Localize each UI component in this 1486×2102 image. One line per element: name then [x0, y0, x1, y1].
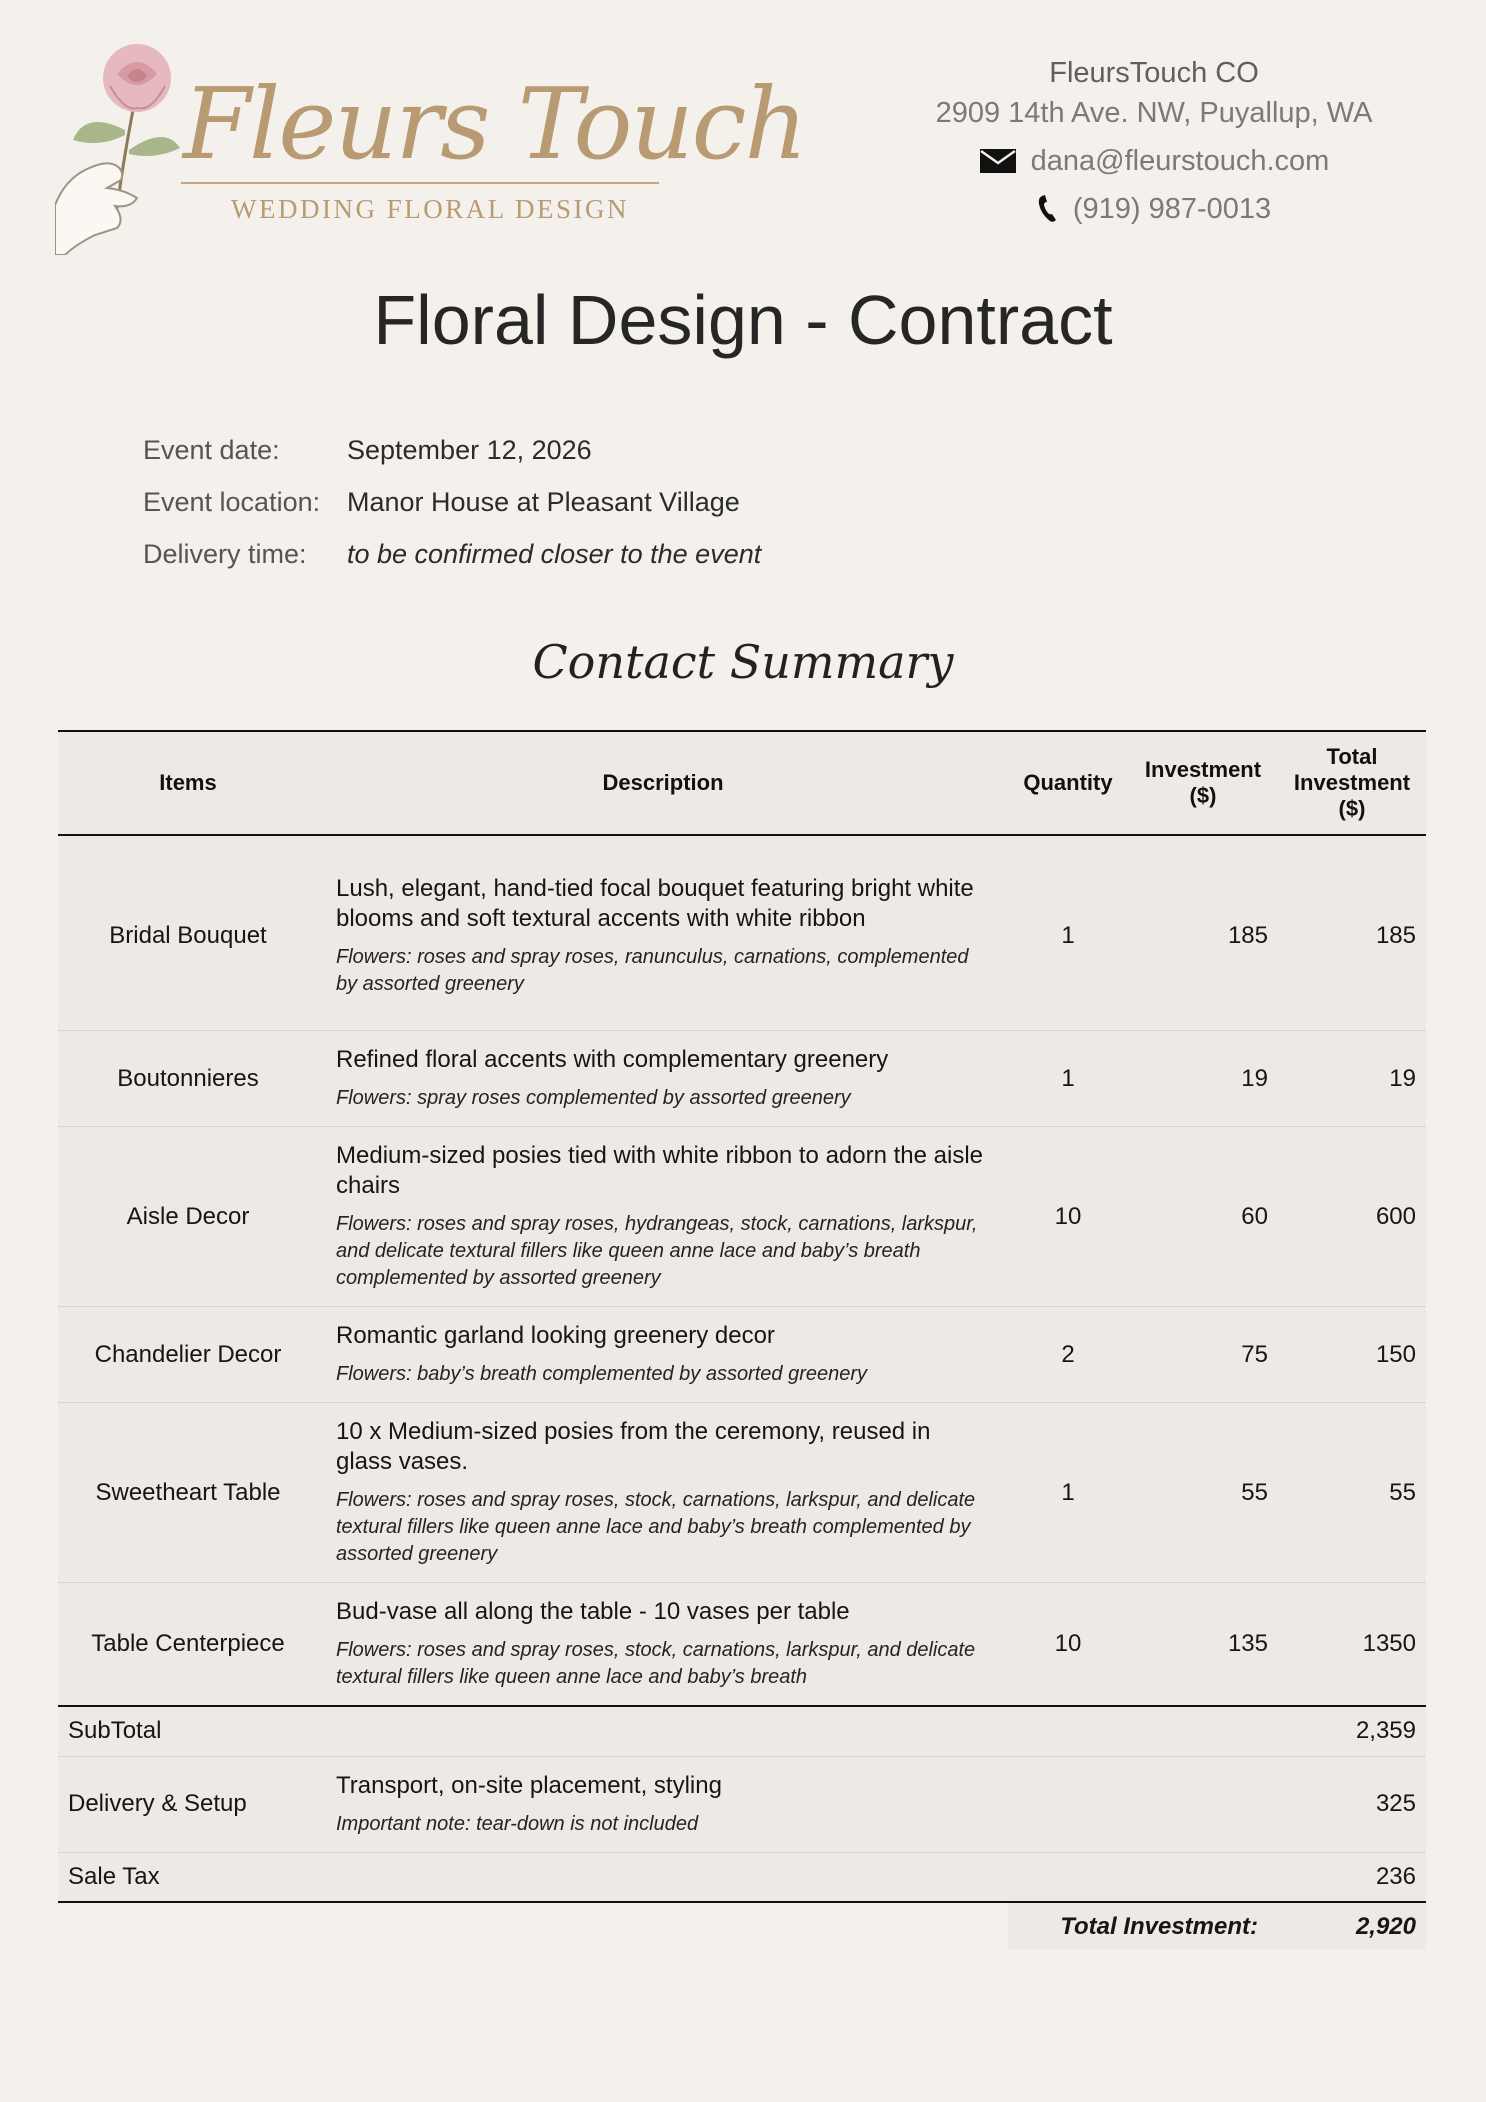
flowers-text: Flowers: roses and spray roses, stock, carnations, larkspur, and delicate textural fillers like queen anne lace and baby’s breath complemented by assorted greenery — [336, 1489, 976, 1565]
company-phone[interactable]: (919) 987-0013 — [1072, 193, 1272, 225]
table-header-row — [58, 731, 1426, 835]
flowers-text: Flowers: roses and spray roses, ranunculus, carnations, complemented by assorted greenery — [336, 946, 969, 995]
description-text: 10 x Medium-sized posies from the ceremony, reused in glass vases. — [336, 1418, 931, 1475]
event-location-value: Manor House at Pleasant Village — [347, 486, 740, 517]
item-description — [318, 1031, 1008, 1127]
tax-empty — [318, 1852, 1008, 1902]
flowers-text: Flowers: baby’s breath complemented by assorted greenery — [336, 1363, 868, 1385]
header-total: Total Investment ($) — [1278, 731, 1426, 835]
delivery-note: Important note: tear-down is not included — [336, 1812, 699, 1835]
event-date-row — [143, 424, 761, 476]
event-date-label: Event date: — [143, 434, 280, 465]
company-name: FleursTouch CO — [1049, 57, 1259, 89]
item-total: 185 — [1278, 835, 1426, 1031]
subtotal-row — [58, 1706, 1426, 1756]
item-investment: 75 — [1128, 1307, 1278, 1403]
item-name: Bridal Bouquet — [58, 835, 318, 1031]
delivery-time-value: to be confirmed closer to the event — [347, 538, 762, 569]
delivery-time-row — [143, 528, 761, 580]
item-total: 1350 — [1278, 1583, 1426, 1707]
contract-table — [58, 730, 1426, 1950]
event-info — [143, 424, 761, 580]
tax-empty — [1128, 1852, 1278, 1902]
header-items: Items — [58, 731, 318, 835]
tax-label: Sale Tax — [58, 1852, 318, 1902]
event-location-label: Event location: — [143, 486, 321, 517]
tax-row — [58, 1852, 1426, 1902]
table-row — [58, 1127, 1426, 1307]
grand-total-row — [58, 1902, 1426, 1950]
delivery-time-label: Delivery time: — [143, 538, 307, 569]
email-line — [894, 143, 1414, 179]
item-investment: 60 — [1128, 1127, 1278, 1307]
logo-wordmark: Fleurs Touch — [183, 68, 806, 182]
description-text: Medium-sized posies tied with white ribbon to adorn the aisle chairs — [336, 1142, 984, 1199]
table-row — [58, 1583, 1426, 1707]
subtotal-empty — [1008, 1706, 1128, 1756]
company-info — [894, 55, 1414, 227]
grand-total-value: 2,920 — [1278, 1902, 1426, 1950]
flowers-text: Flowers: roses and spray roses, hydrangeas, stock, carnations, larkspur, and delicate textural fillers like queen anne lace and baby’s breath complemented by assorted greenery — [336, 1213, 978, 1289]
grand-total-empty — [58, 1902, 318, 1950]
delivery-value: 325 — [1278, 1756, 1426, 1852]
item-name: Table Centerpiece — [58, 1583, 318, 1707]
item-quantity: 2 — [1008, 1307, 1128, 1403]
item-investment: 185 — [1128, 835, 1278, 1031]
event-date-value: September 12, 2026 — [347, 434, 592, 465]
table-row — [58, 1031, 1426, 1127]
item-total: 600 — [1278, 1127, 1426, 1307]
delivery-label: Delivery & Setup — [58, 1756, 318, 1852]
header-quantity: Quantity — [1008, 731, 1128, 835]
item-name: Sweetheart Table — [58, 1403, 318, 1583]
description-text: Romantic garland looking greenery decor — [336, 1322, 775, 1349]
item-quantity: 10 — [1008, 1127, 1128, 1307]
item-investment: 19 — [1128, 1031, 1278, 1127]
item-quantity: 1 — [1008, 835, 1128, 1031]
item-investment: 135 — [1128, 1583, 1278, 1707]
item-description — [318, 1307, 1008, 1403]
delivery-description — [318, 1756, 1008, 1852]
item-quantity: 10 — [1008, 1583, 1128, 1707]
item-description — [318, 1583, 1008, 1707]
item-description — [318, 835, 1008, 1031]
company-address: 2909 14th Ave. NW, Puyallup, WA — [935, 97, 1373, 129]
company-logo — [55, 30, 806, 255]
envelope-icon — [979, 148, 1017, 174]
item-description — [318, 1403, 1008, 1583]
item-investment: 55 — [1128, 1403, 1278, 1583]
company-email[interactable]: dana@fleurstouch.com — [1030, 145, 1330, 177]
grand-total-label: Total Investment: — [1008, 1902, 1278, 1950]
section-title: Contact Summary — [532, 635, 954, 689]
logo-tagline: WEDDING FLORAL DESIGN — [231, 194, 629, 224]
delivery-empty — [1128, 1756, 1278, 1852]
logo-divider — [181, 182, 659, 184]
item-total: 19 — [1278, 1031, 1426, 1127]
flowers-text: Flowers: spray roses complemented by assorted greenery — [336, 1087, 851, 1109]
subtotal-empty — [1128, 1706, 1278, 1756]
subtotal-empty — [318, 1706, 1008, 1756]
rose-hand-icon — [55, 30, 195, 255]
description-text: Refined floral accents with complementary greenery — [336, 1046, 889, 1073]
item-total: 150 — [1278, 1307, 1426, 1403]
phone-line — [894, 191, 1414, 227]
description-text: Lush, elegant, hand-tied focal bouquet featuring bright white blooms and soft textural accents with white ribbon — [336, 875, 974, 932]
delivery-row — [58, 1756, 1426, 1852]
item-name: Chandelier Decor — [58, 1307, 318, 1403]
subtotal-value: 2,359 — [1278, 1706, 1426, 1756]
table-row — [58, 1307, 1426, 1403]
item-name: Boutonnieres — [58, 1031, 318, 1127]
item-name: Aisle Decor — [58, 1127, 318, 1307]
delivery-description-text: Transport, on-site placement, styling — [336, 1771, 722, 1799]
item-description — [318, 1127, 1008, 1307]
table-row — [58, 1403, 1426, 1583]
item-quantity: 1 — [1008, 1403, 1128, 1583]
header-investment: Investment ($) — [1128, 731, 1278, 835]
description-text: Bud-vase all along the table - 10 vases per table — [336, 1598, 850, 1625]
table-row — [58, 835, 1426, 1031]
page-title: Floral Design - Contract — [373, 281, 1113, 359]
tax-empty — [1008, 1852, 1128, 1902]
header-description: Description — [318, 731, 1008, 835]
item-total: 55 — [1278, 1403, 1426, 1583]
flowers-text: Flowers: roses and spray roses, stock, carnations, larkspur, and delicate textural fillers like queen anne lace and baby’s breath — [336, 1639, 976, 1688]
phone-icon — [1037, 194, 1059, 224]
event-location-row — [143, 476, 761, 528]
subtotal-label: SubTotal — [58, 1706, 318, 1756]
tax-value: 236 — [1278, 1852, 1426, 1902]
delivery-empty — [1008, 1756, 1128, 1852]
grand-total-empty — [318, 1902, 1008, 1950]
item-quantity: 1 — [1008, 1031, 1128, 1127]
